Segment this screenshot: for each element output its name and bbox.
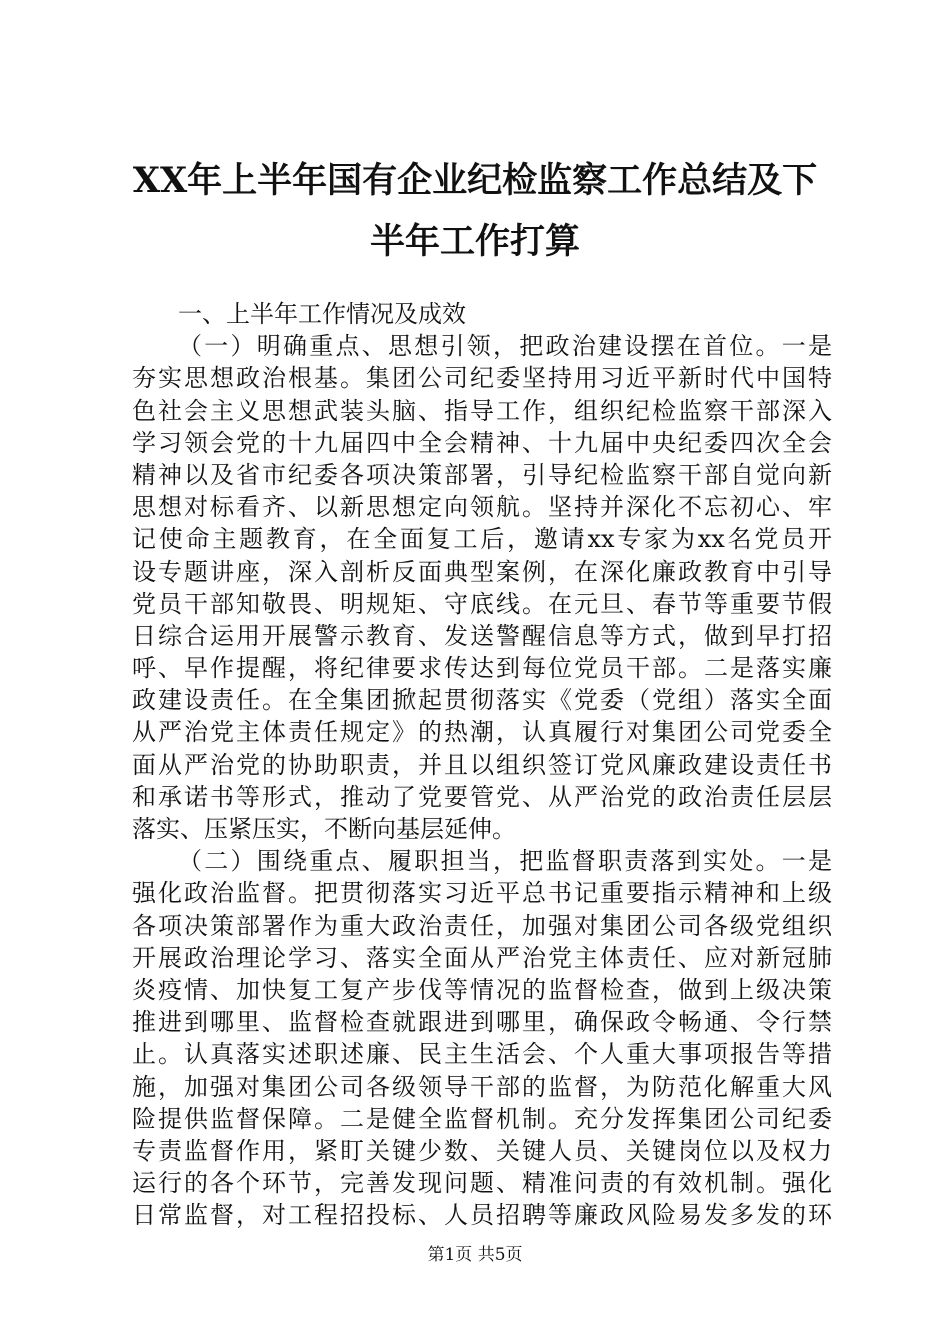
paragraph-line: 夯实思想政治根基。集团公司纪委坚持用习近平新时代中国特	[132, 364, 832, 393]
paragraph-line: 炎疫情、加快复工复产步伐等情况的监督检查，做到上级决策	[132, 975, 832, 1004]
paragraph-line: 色社会主义思想武装头脑、指导工作，组织纪检监察干部深入	[132, 396, 832, 425]
paragraph-line: （一）明确重点、思想引领，把政治建设摆在首位。一是	[178, 332, 832, 361]
paragraph-line: 思想对标看齐、以新思想定向领航。坚持并深化不忘初心、牢	[132, 493, 832, 522]
document-title-line-1: XX年上半年国有企业纪检监察工作总结及下	[132, 160, 818, 201]
paragraph-line: 施，加强对集团公司各级领导干部的监督，为防范化解重大风	[132, 1072, 832, 1101]
paragraph-line: 日常监督，对工程招投标、人员招聘等廉政风险易发多发的环	[132, 1201, 832, 1230]
paragraph-line: 险提供监督保障。二是健全监督机制。充分发挥集团公司纪委	[132, 1104, 832, 1133]
paragraph-line: 推进到哪里、监督检查就跟进到哪里，确保政令畅通、令行禁	[132, 1008, 832, 1037]
paragraph-1	[132, 330, 832, 845]
paragraph-line: 止。认真落实述职述廉、民主生活会、个人重大事项报告等措	[132, 1040, 832, 1069]
paragraph-line: 从严治党主体责任规定》的热潮，认真履行对集团公司党委全	[132, 718, 832, 747]
document-body	[132, 298, 832, 1231]
paragraph-line: 专责监督作用，紧盯关键少数、关键人员、关键岗位以及权力	[132, 1136, 832, 1165]
paragraph-line: 精神以及省市纪委各项决策部署，引导纪检监察干部自觉向新	[132, 460, 832, 489]
paragraph-2	[132, 845, 832, 1231]
document-title-line-2: 半年工作打算	[369, 221, 580, 262]
section-heading: 一、上半年工作情况及成效	[178, 300, 466, 328]
paragraph-line: 学习领会党的十九届四中全会精神、十九届中央纪委四次全会	[132, 428, 832, 457]
paragraph-line: 各项决策部署作为重大政治责任，加强对集团公司各级党组织	[132, 911, 832, 940]
paragraph-line: （二）围绕重点、履职担当，把监督职责落到实处。一是	[178, 847, 832, 876]
paragraph-line: 强化政治监督。把贯彻落实习近平总书记重要指示精神和上级	[132, 879, 832, 908]
paragraph-line: 党员干部知敬畏、明规矩、守底线。在元旦、春节等重要节假	[132, 589, 832, 618]
paragraph-line: 记使命主题教育，在全面复工后，邀请xx专家为xx名党员开	[132, 525, 832, 554]
paragraph-line: 落实、压紧压实，不断向基层延伸。	[132, 815, 516, 843]
paragraph-line: 设专题讲座，深入剖析反面典型案例，在深化廉政教育中引导	[132, 557, 832, 586]
paragraph-line: 运行的各个环节，完善发现问题、精准问责的有效机制。强化	[132, 1169, 832, 1198]
paragraph-line: 政建设责任。在全集团掀起贯彻落实《党委（党组）落实全面	[132, 686, 832, 715]
paragraph-line: 呼、早作提醒，将纪律要求传达到每位党员干部。二是落实廉	[132, 654, 832, 683]
paragraph-line: 日综合运用开展警示教育、发送警醒信息等方式，做到早打招	[132, 621, 832, 650]
page-number-footer: 第1页 共5页	[427, 1245, 523, 1265]
paragraph-line: 开展政治理论学习、落实全面从严治党主体责任、应对新冠肺	[132, 943, 832, 972]
paragraph-line: 面从严治党的协助职责，并且以组织签订党风廉政建设责任书	[132, 750, 832, 779]
paragraph-line: 和承诺书等形式，推动了党要管党、从严治党的政治责任层层	[132, 782, 832, 811]
